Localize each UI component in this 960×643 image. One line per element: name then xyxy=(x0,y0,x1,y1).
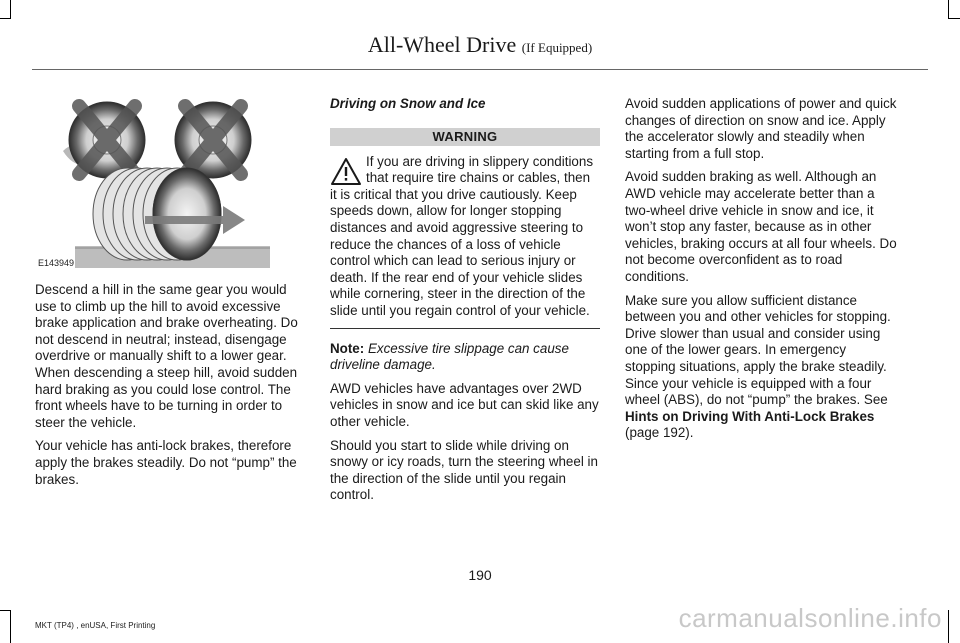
crop-mark xyxy=(0,18,11,19)
paragraph: Your vehicle has anti-lock brakes, therefore apply the brakes steadily. Do not “pump” the brakes. xyxy=(35,438,297,487)
crop-mark xyxy=(10,0,11,18)
note xyxy=(330,341,600,374)
crop-mark xyxy=(948,18,960,19)
column-right xyxy=(625,96,897,449)
warning-box xyxy=(330,154,600,320)
page-title-text: All-Wheel Drive xyxy=(367,32,517,57)
crop-mark xyxy=(0,610,11,611)
paragraph: Avoid sudden braking as well. Although an AWD vehicle may accelerate better than a two-wheel drive vehicle in snow and ice, it won’t stop any faster, because as in other vehicles, braking occurs at all four wheels. Do not become overconfident as to road conditions. xyxy=(625,169,897,284)
page-reference: (page 192). xyxy=(625,425,694,441)
warning-triangle-icon xyxy=(330,157,362,187)
page-number: 190 xyxy=(468,567,492,583)
section-heading: Driving on Snow and Ice xyxy=(330,96,486,111)
tire-chains-icon xyxy=(35,96,305,274)
column-middle xyxy=(330,96,600,511)
paragraph: Avoid sudden applications of power and quick changes of direction on snow and ice. Apply the accelerator slowly and steadily when starting from a full stop. xyxy=(625,96,897,161)
tire-illustration xyxy=(35,96,305,274)
paragraph-text: Make sure you allow sufficient distance between you and other vehicles for stopping. Drive slower than usual and consider using one of the lower gears. In emergency stopping situations, apply the brake steadily. Since your vehicle is equipped with a four wheel (ABS), do not “pump” the brakes. See xyxy=(625,292,891,408)
cross-reference-link[interactable]: Hints on Driving With Anti-Lock Brakes xyxy=(625,408,875,424)
note-label: Note: xyxy=(330,340,365,356)
column-left xyxy=(35,96,305,495)
paragraph: AWD vehicles have advantages over 2WD vehicles in snow and ice but can skid like any other vehicle. xyxy=(330,380,599,429)
note-text: Excessive tire slippage can cause driveline damage. xyxy=(330,340,569,373)
page-title xyxy=(0,32,960,58)
paragraph xyxy=(625,293,897,442)
figure-id: E143949 xyxy=(38,258,75,269)
crop-mark xyxy=(10,610,11,643)
warning-label: WARNING xyxy=(330,128,600,146)
crop-mark xyxy=(948,0,949,18)
warning-divider xyxy=(330,328,600,329)
paragraph: Descend a hill in the same gear you would use to climb up the hill to avoid excessive brake application and brake overheating. Do not descend in neutral; instead, disengage overdrive or manually shift to a lower gear. When descending a steep hill, avoid sudden hard braking as you could lose control. The front wheels have to be turning in order to steer the vehicle. xyxy=(35,282,298,430)
crop-mark xyxy=(948,610,949,643)
paragraph: Should you start to slide while driving on snowy or icy roads, turn the steering wheel in the direction of the slide until you regain control. xyxy=(330,437,598,503)
page-subtitle: (If Equipped) xyxy=(521,40,593,55)
footer-text: MKT (TP4) , enUSA, First Printing xyxy=(35,621,156,630)
header-divider xyxy=(32,69,928,70)
warning-text: If you are driving in slippery conditions that require tire chains or cables, then it is critical that you drive cautiously. Keep speeds down, allow for longer stopping distances and avoid aggressive steering to reduce the chances of a loss of vehicle control which can lead to serious injury or death. If the rear end of your vehicle slides while cornering, steer in the direction of the slide until you regain control of your vehicle. xyxy=(330,153,594,318)
watermark: carmanualsonline.info xyxy=(678,603,942,633)
